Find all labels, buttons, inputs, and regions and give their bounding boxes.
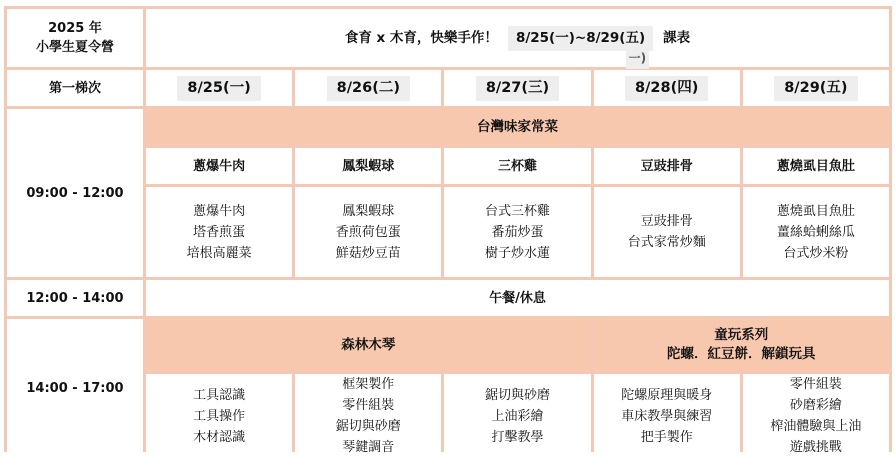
date-label: 8/29(五) [774,76,857,101]
activity-cell [146,374,292,458]
morning-theme: 台灣味家常菜 [146,109,889,145]
afternoon-theme-toys [594,319,889,371]
menu-item: 鳳梨蝦球 [342,203,395,219]
dish-title: 蔥燒虱目魚肚 [743,148,889,184]
morning-time: 09:00 - 12:00 [7,109,143,277]
date-label: 8/25(一) [177,76,260,101]
menu-cell [146,187,292,277]
activity-cell [444,374,590,458]
toys-theme-subtitle: 陀螺．紅豆餅．解鎖玩具 [667,346,816,362]
activity-item: 遊戲挑戰 [789,440,842,455]
date-header [743,70,889,106]
menu-item: 鮮菇炒豆苗 [335,245,401,261]
menu-item: 台式家常炒麵 [627,235,706,250]
lunch-time: 12:00 - 14:00 [7,280,143,316]
camp-year: 2025 年 [48,21,102,36]
activity-item: 框架製作 [342,377,395,392]
activity-item: 砂磨彩繪 [789,398,842,413]
dish-title: 蔥爆牛肉 [146,148,292,184]
afternoon-time: 14:00 - 17:00 [7,319,143,458]
schedule-title-cell [146,9,889,67]
toys-theme-title: 童玩系列 [714,327,769,343]
menu-item: 培根高麗菜 [186,245,252,261]
activity-item: 上油彩繪 [491,408,544,424]
schedule-title [344,26,691,65]
schedule-title-text: 食育 x 木育，快樂手作！ [344,29,498,46]
activity-cell [295,374,441,458]
menu-item: 蔥爆牛肉 [193,203,246,219]
menu-item: 豆豉排骨 [640,214,693,229]
activity-item: 琴鍵調音 [342,440,395,455]
schedule-date-range-text: 8/25(一)~8/29(五) [515,29,646,46]
activity-item: 打擊教學 [491,429,544,445]
activity-item: 木材認識 [193,429,246,445]
menu-cell [743,187,889,277]
activity-item: 鋸切與砂磨 [335,419,401,434]
menu-cell [594,187,740,277]
date-header [594,70,740,106]
schedule-date-range-overflow: 一) [626,48,650,69]
activity-item: 把手製作 [640,429,693,445]
camp-name: 小學生夏令營 [35,40,114,55]
activity-item: 工具認識 [193,387,246,403]
activity-item: 陀螺原理與暖身 [621,387,713,403]
date-label: 8/28(四) [625,76,708,101]
activity-cell [594,374,740,458]
dish-title: 豆豉排骨 [594,148,740,184]
date-header [295,70,441,106]
activity-item: 工具操作 [193,408,246,424]
menu-cell [295,187,441,277]
menu-item: 薑絲蛤蜊絲瓜 [776,224,855,240]
menu-item: 樹子炒水蓮 [484,245,550,261]
batch-label: 第一梯次 [7,70,143,106]
dish-title: 三杯雞 [444,148,590,184]
activity-item: 鋸切與砂磨 [484,387,550,403]
menu-cell [444,187,590,277]
date-header [146,70,292,106]
menu-item: 台式炒米粉 [783,245,849,261]
menu-item: 塔香煎蛋 [193,224,246,240]
menu-item: 台式三杯雞 [484,203,550,219]
date-label: 8/27(三) [476,76,559,101]
activity-item: 榨油體驗與上油 [770,419,862,434]
dish-title: 鳳梨蝦球 [295,148,441,184]
activity-item: 零件組裝 [342,398,395,413]
schedule-date-range [508,26,653,65]
schedule-table [4,6,892,455]
activity-item: 零件組裝 [789,377,842,392]
date-label: 8/26(二) [327,76,410,101]
activity-cell [743,374,889,458]
schedule-title-suffix: 課表 [663,29,691,46]
activity-item: 車床教學與練習 [621,408,713,424]
lunch-label: 午餐/休息 [146,280,889,316]
menu-item: 蔥燒虱目魚肚 [776,203,855,219]
menu-item: 香煎荷包蛋 [335,224,401,240]
date-header [444,70,590,106]
afternoon-theme-woodwork: 森林木琴 [146,319,591,371]
menu-item: 番茄炒蛋 [491,224,544,240]
camp-title-cell [7,9,143,67]
